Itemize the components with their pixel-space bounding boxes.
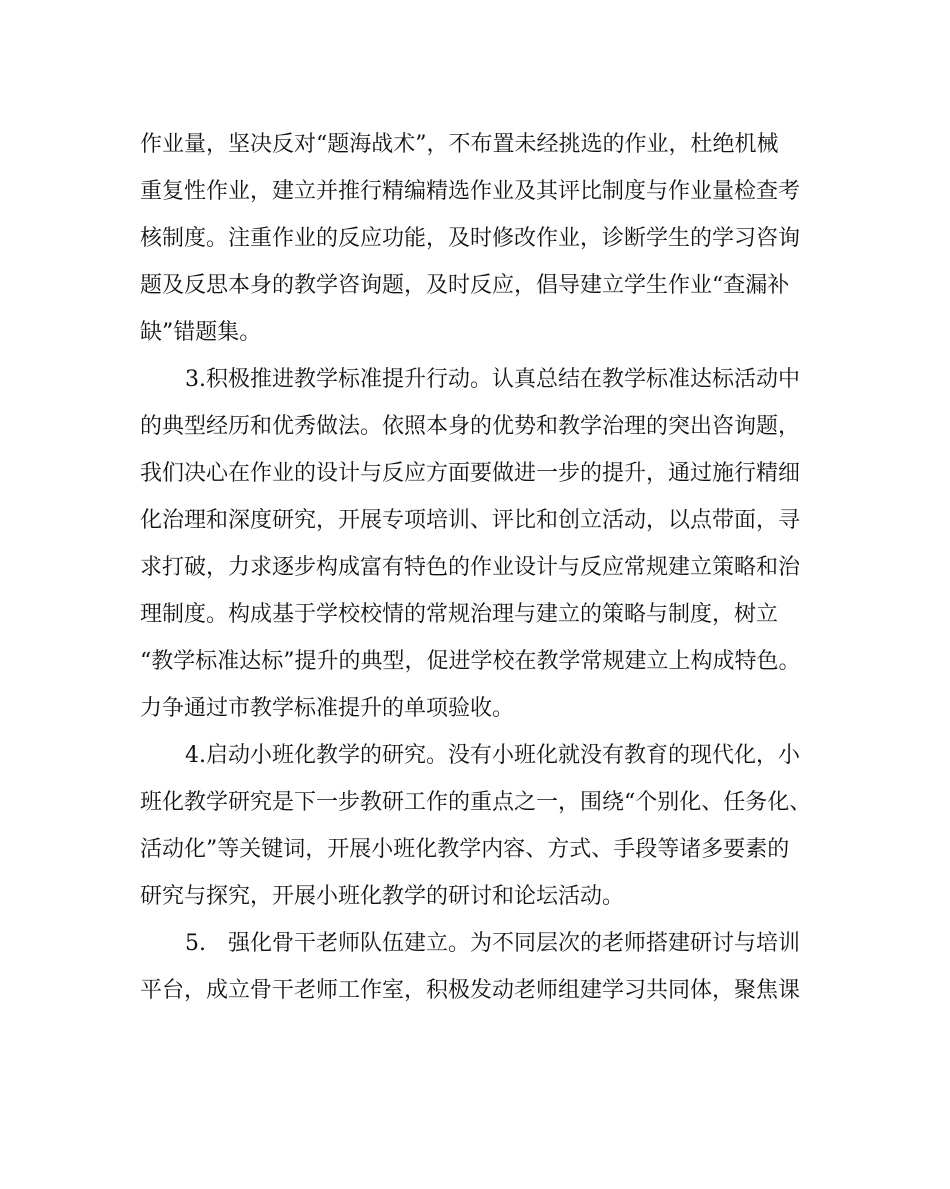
text-line-3-content: 核制度。注重作业的反应功能，及时修改作业，诊断学生的学习咨询 [140, 226, 801, 251]
text-line-4-content: 题及反思本身的教学咨询题，及时反应，倡导建立学生作业“查漏补 [140, 273, 790, 298]
text-line-10-content: 求打破，力求逐步构成富有特色的作业设计与反应常规建立策略和治 [140, 555, 801, 580]
text-line-2 [140, 178, 800, 206]
text-line-8-content: 我们决心在作业的设计与反应方面要做进一步的提升，通过施行精细 [140, 461, 801, 486]
text-line-18-content: 5. 强化骨干老师队伍建立。为不同层次的老师搭建研讨与培训 [185, 931, 800, 956]
text-line-11 [140, 601, 778, 629]
text-line-4 [140, 272, 789, 300]
text-line-13 [140, 695, 514, 723]
text-line-19 [140, 977, 800, 1005]
text-line-6 [185, 366, 800, 394]
text-line-7 [140, 413, 800, 441]
text-line-3 [140, 225, 800, 253]
text-line-1 [140, 131, 779, 159]
text-line-14-content: 4.启动小班化教学的研究。没有小班化就没有教育的现代化，小 [185, 743, 800, 768]
text-line-9-content: 化治理和深度研究，开展专项培训、评比和创立活动，以点带面，寻 [140, 508, 801, 533]
text-line-5-content: 缺”错题集。 [140, 320, 262, 345]
text-line-17-content: 研究与探究，开展小班化教学的研讨和论坛活动。 [140, 884, 625, 909]
text-line-6-content: 3.积极推进教学标准提升行动。认真总结在教学标准达标活动中 [185, 367, 800, 392]
text-line-19-content: 平台，成立骨干老师工作室，积极发动老师组建学习共同体，聚焦课 [140, 978, 801, 1003]
text-line-12-content: “教学标准达标”提升的典型，促进学校在教学常规建立上构成特色。 [140, 649, 801, 674]
text-line-16 [140, 836, 789, 864]
text-line-12 [140, 648, 801, 676]
text-line-11-content: 理制度。构成基于学校校情的常规治理与建立的策略与制度，树立 [140, 602, 779, 627]
text-line-14 [185, 742, 800, 770]
text-line-8 [140, 460, 800, 488]
text-line-18 [185, 930, 800, 958]
text-line-9 [140, 507, 800, 535]
text-line-15 [140, 789, 811, 817]
text-line-10 [140, 554, 800, 582]
text-line-15-content: 班化教学研究是下一步教研工作的重点之一，围绕“个别化、任务化、 [140, 790, 812, 815]
text-line-13-content: 力争通过市教学标准提升的单项验收。 [140, 696, 515, 721]
text-line-5 [140, 319, 261, 347]
text-line-7-content: 的典型经历和优秀做法。依照本身的优势和教学治理的突出咨询题， [140, 414, 801, 439]
text-line-16-content: 活动化”等关键词，开展小班化教学内容、方式、手段等诸多要素的 [140, 837, 790, 862]
text-line-2-content: 重复性作业，建立并推行精编精选作业及其评比制度与作业量检查考 [140, 179, 801, 204]
text-line-1-content: 作业量，坚决反对“题海战术”，不布置未经挑选的作业，杜绝机械 [140, 132, 779, 157]
text-line-17 [140, 883, 624, 911]
